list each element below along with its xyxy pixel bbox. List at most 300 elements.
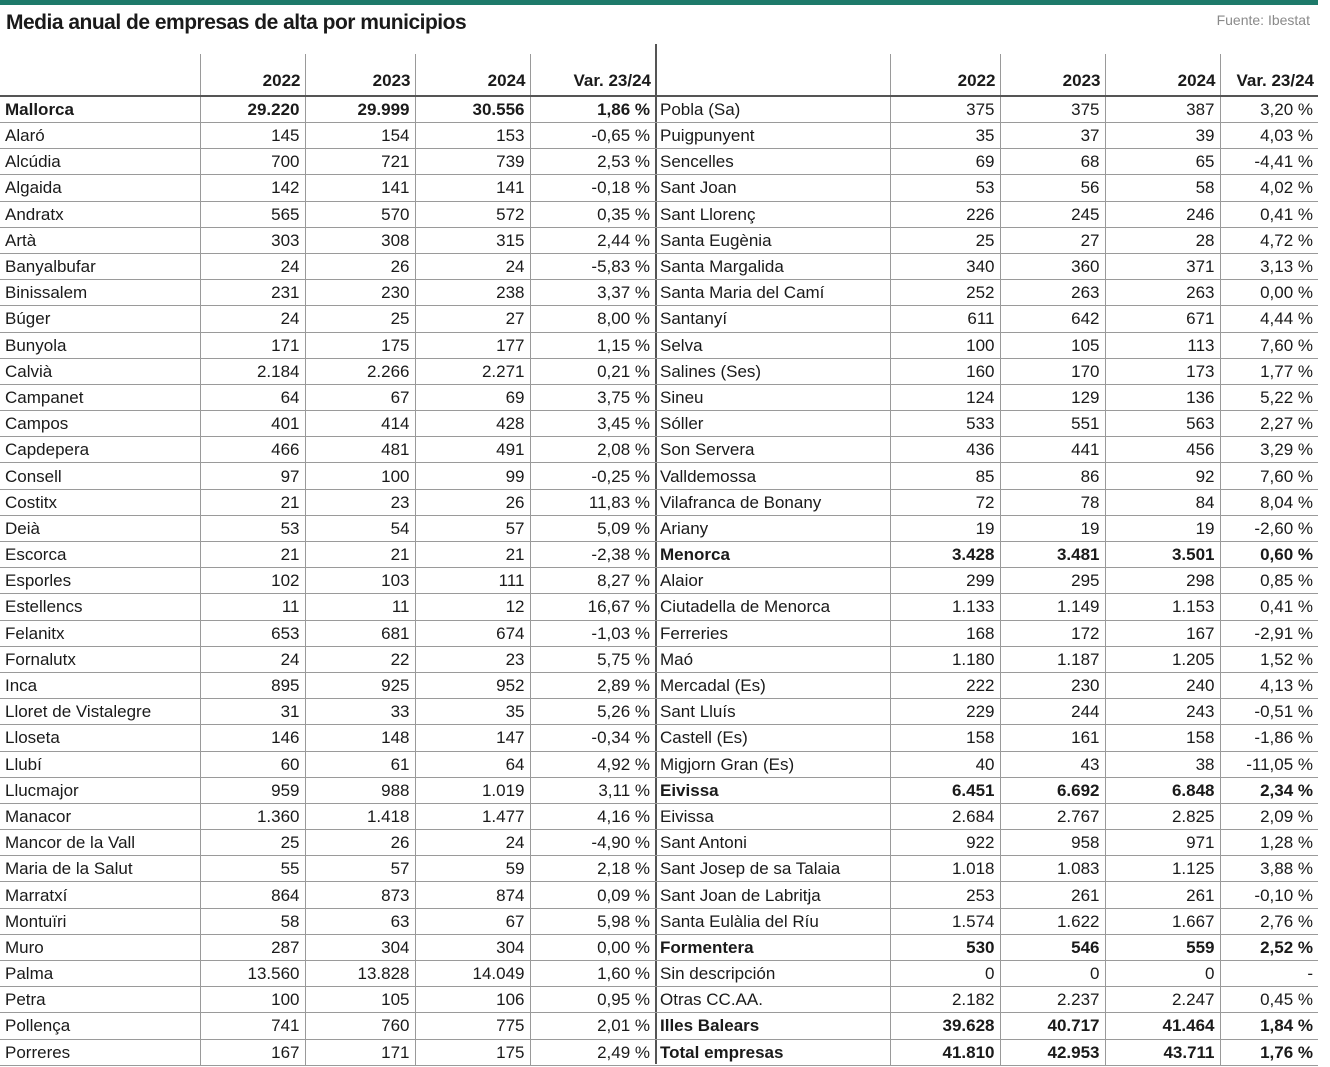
municipality-cell: Pobla (Sa) bbox=[655, 96, 890, 123]
value-2024-cell: 1.205 bbox=[1105, 646, 1220, 672]
variation-cell: 7,60 % bbox=[1220, 332, 1318, 358]
value-2024-cell: 64 bbox=[415, 751, 530, 777]
value-2022-cell: 741 bbox=[200, 1013, 305, 1039]
value-2022-cell: 168 bbox=[890, 620, 1000, 646]
municipality-cell: Santa Eugènia bbox=[655, 227, 890, 253]
value-2023-cell: 375 bbox=[1000, 96, 1105, 123]
table-row bbox=[0, 306, 655, 332]
value-2022-cell: 231 bbox=[200, 280, 305, 306]
municipality-cell: Sant Antoni bbox=[655, 830, 890, 856]
value-2023-cell: 1.083 bbox=[1000, 856, 1105, 882]
table-row bbox=[0, 882, 655, 908]
value-2024-cell: 173 bbox=[1105, 358, 1220, 384]
value-2022-cell: 340 bbox=[890, 253, 1000, 279]
value-2022-cell: 895 bbox=[200, 672, 305, 698]
value-2024-cell: 111 bbox=[415, 568, 530, 594]
variation-cell: 2,49 % bbox=[530, 1039, 655, 1065]
value-2024-cell: 136 bbox=[1105, 384, 1220, 410]
variation-cell: 3,37 % bbox=[530, 280, 655, 306]
value-2022-cell: 11 bbox=[200, 594, 305, 620]
municipality-cell: Banyalbufar bbox=[0, 253, 200, 279]
value-2022-cell: 97 bbox=[200, 463, 305, 489]
value-2024-cell: 153 bbox=[415, 123, 530, 149]
municipality-cell: Mancor de la Vall bbox=[0, 830, 200, 856]
page-title: Media anual de empresas de alta por municipios bbox=[6, 11, 467, 34]
value-2024-cell: 21 bbox=[415, 542, 530, 568]
value-2022-cell: 146 bbox=[200, 725, 305, 751]
variation-cell: 5,09 % bbox=[530, 515, 655, 541]
table-row bbox=[655, 515, 1318, 541]
municipality-cell: Alcúdia bbox=[0, 149, 200, 175]
value-2024-cell: 23 bbox=[415, 646, 530, 672]
value-2023-cell: 304 bbox=[305, 934, 415, 960]
table-row bbox=[655, 830, 1318, 856]
variation-cell: 0,60 % bbox=[1220, 542, 1318, 568]
value-2024-cell: 371 bbox=[1105, 253, 1220, 279]
variation-cell: 0,95 % bbox=[530, 987, 655, 1013]
variation-cell: 2,27 % bbox=[1220, 411, 1318, 437]
variation-cell: -2,38 % bbox=[530, 542, 655, 568]
value-2023-cell: 21 bbox=[305, 542, 415, 568]
municipality-cell: Estellencs bbox=[0, 594, 200, 620]
value-2023-cell: 1.622 bbox=[1000, 908, 1105, 934]
municipality-cell: Escorca bbox=[0, 542, 200, 568]
value-2023-cell: 481 bbox=[305, 437, 415, 463]
value-2023-cell: 29.999 bbox=[305, 96, 415, 123]
value-2023-cell: 78 bbox=[1000, 489, 1105, 515]
value-2024-cell: 69 bbox=[415, 384, 530, 410]
header-2023: 2023 bbox=[1000, 54, 1105, 96]
variation-cell: 0,41 % bbox=[1220, 201, 1318, 227]
value-2024-cell: 59 bbox=[415, 856, 530, 882]
municipality-cell: Valldemossa bbox=[655, 463, 890, 489]
municipality-cell: Palma bbox=[0, 961, 200, 987]
variation-cell: 0,00 % bbox=[530, 934, 655, 960]
value-2022-cell: 167 bbox=[200, 1039, 305, 1065]
value-2024-cell: 14.049 bbox=[415, 961, 530, 987]
value-2023-cell: 414 bbox=[305, 411, 415, 437]
value-2022-cell: 611 bbox=[890, 306, 1000, 332]
table-row bbox=[655, 123, 1318, 149]
table-row bbox=[0, 149, 655, 175]
left-header-row bbox=[0, 54, 655, 96]
variation-cell: 5,75 % bbox=[530, 646, 655, 672]
table-row bbox=[0, 672, 655, 698]
variation-cell: -2,60 % bbox=[1220, 515, 1318, 541]
value-2022-cell: 229 bbox=[890, 699, 1000, 725]
municipality-cell: Illes Balears bbox=[655, 1013, 890, 1039]
value-2023-cell: 57 bbox=[305, 856, 415, 882]
value-2024-cell: 167 bbox=[1105, 620, 1220, 646]
municipality-cell: Menorca bbox=[655, 542, 890, 568]
variation-cell: 4,44 % bbox=[1220, 306, 1318, 332]
table-row bbox=[655, 463, 1318, 489]
table-row bbox=[0, 463, 655, 489]
table-row bbox=[655, 96, 1318, 123]
variation-cell: 1,15 % bbox=[530, 332, 655, 358]
table-row bbox=[655, 489, 1318, 515]
table-row bbox=[0, 1013, 655, 1039]
value-2024-cell: 113 bbox=[1105, 332, 1220, 358]
table-row bbox=[655, 227, 1318, 253]
right-header-row bbox=[655, 54, 1318, 96]
value-2023-cell: 100 bbox=[305, 463, 415, 489]
municipality-cell: Fornalutx bbox=[0, 646, 200, 672]
value-2024-cell: 65 bbox=[1105, 149, 1220, 175]
municipality-cell: Llubí bbox=[0, 751, 200, 777]
value-2022-cell: 102 bbox=[200, 568, 305, 594]
municipality-cell: Costitx bbox=[0, 489, 200, 515]
value-2023-cell: 721 bbox=[305, 149, 415, 175]
value-2022-cell: 1.360 bbox=[200, 803, 305, 829]
value-2022-cell: 39.628 bbox=[890, 1013, 1000, 1039]
variation-cell: -0,65 % bbox=[530, 123, 655, 149]
value-2023-cell: 6.692 bbox=[1000, 777, 1105, 803]
municipality-cell: Deià bbox=[0, 515, 200, 541]
value-2023-cell: 42.953 bbox=[1000, 1039, 1105, 1065]
value-2023-cell: 308 bbox=[305, 227, 415, 253]
value-2024-cell: 35 bbox=[415, 699, 530, 725]
value-2023-cell: 67 bbox=[305, 384, 415, 410]
variation-cell: 2,08 % bbox=[530, 437, 655, 463]
table-row bbox=[0, 515, 655, 541]
variation-cell: 5,26 % bbox=[530, 699, 655, 725]
table-row bbox=[0, 384, 655, 410]
value-2023-cell: 230 bbox=[1000, 672, 1105, 698]
table-row-total bbox=[0, 96, 655, 123]
value-2022-cell: 25 bbox=[200, 830, 305, 856]
value-2024-cell: 1.019 bbox=[415, 777, 530, 803]
value-2022-cell: 700 bbox=[200, 149, 305, 175]
variation-cell: 3,11 % bbox=[530, 777, 655, 803]
value-2024-cell: 2.271 bbox=[415, 358, 530, 384]
value-2023-cell: 175 bbox=[305, 332, 415, 358]
value-2024-cell: 12 bbox=[415, 594, 530, 620]
municipality-cell: Sant Lluís bbox=[655, 699, 890, 725]
value-2022-cell: 222 bbox=[890, 672, 1000, 698]
table-row bbox=[0, 803, 655, 829]
municipality-cell: Campos bbox=[0, 411, 200, 437]
value-2024-cell: 99 bbox=[415, 463, 530, 489]
variation-cell: 0,85 % bbox=[1220, 568, 1318, 594]
value-2024-cell: 243 bbox=[1105, 699, 1220, 725]
value-2024-cell: 38 bbox=[1105, 751, 1220, 777]
value-2023-cell: 2.266 bbox=[305, 358, 415, 384]
variation-cell: -4,41 % bbox=[1220, 149, 1318, 175]
municipality-cell: Mercadal (Es) bbox=[655, 672, 890, 698]
table-row bbox=[655, 961, 1318, 987]
municipality-cell: Calvià bbox=[0, 358, 200, 384]
value-2022-cell: 53 bbox=[890, 175, 1000, 201]
value-2024-cell: 28 bbox=[1105, 227, 1220, 253]
source-note: Fuente: Ibestat bbox=[1216, 12, 1310, 28]
value-2022-cell: 287 bbox=[200, 934, 305, 960]
value-2023-cell: 25 bbox=[305, 306, 415, 332]
table-row bbox=[0, 437, 655, 463]
value-2023-cell: 27 bbox=[1000, 227, 1105, 253]
value-2024-cell: 874 bbox=[415, 882, 530, 908]
value-2023-cell: 958 bbox=[1000, 830, 1105, 856]
value-2024-cell: 67 bbox=[415, 908, 530, 934]
municipality-cell: Bunyola bbox=[0, 332, 200, 358]
value-2023-cell: 129 bbox=[1000, 384, 1105, 410]
table-row bbox=[0, 908, 655, 934]
table-row bbox=[655, 201, 1318, 227]
value-2024-cell: 147 bbox=[415, 725, 530, 751]
municipality-cell: Salines (Ses) bbox=[655, 358, 890, 384]
value-2023-cell: 171 bbox=[305, 1039, 415, 1065]
value-2022-cell: 253 bbox=[890, 882, 1000, 908]
value-2023-cell: 56 bbox=[1000, 175, 1105, 201]
value-2023-cell: 244 bbox=[1000, 699, 1105, 725]
variation-cell: -0,51 % bbox=[1220, 699, 1318, 725]
table-row bbox=[655, 856, 1318, 882]
table-row bbox=[0, 725, 655, 751]
value-2022-cell: 252 bbox=[890, 280, 1000, 306]
value-2024-cell: 240 bbox=[1105, 672, 1220, 698]
variation-cell: -0,18 % bbox=[530, 175, 655, 201]
municipality-cell: Felanitx bbox=[0, 620, 200, 646]
variation-cell: 2,09 % bbox=[1220, 803, 1318, 829]
value-2022-cell: 40 bbox=[890, 751, 1000, 777]
value-2024-cell: 304 bbox=[415, 934, 530, 960]
value-2024-cell: 1.477 bbox=[415, 803, 530, 829]
municipality-cell: Santanyí bbox=[655, 306, 890, 332]
value-2023-cell: 26 bbox=[305, 253, 415, 279]
value-2024-cell: 57 bbox=[415, 515, 530, 541]
table-row-total bbox=[655, 542, 1318, 568]
value-2023-cell: 54 bbox=[305, 515, 415, 541]
top-accent-bar bbox=[0, 0, 1318, 5]
table-row bbox=[0, 751, 655, 777]
municipality-cell: Lloseta bbox=[0, 725, 200, 751]
header-2023: 2023 bbox=[305, 54, 415, 96]
table-row bbox=[655, 908, 1318, 934]
value-2023-cell: 170 bbox=[1000, 358, 1105, 384]
variation-cell: 11,83 % bbox=[530, 489, 655, 515]
municipality-cell: Lloret de Vistalegre bbox=[0, 699, 200, 725]
value-2024-cell: 971 bbox=[1105, 830, 1220, 856]
table-row bbox=[655, 384, 1318, 410]
municipality-cell: Sant Joan de Labritja bbox=[655, 882, 890, 908]
municipality-cell: Marratxí bbox=[0, 882, 200, 908]
header-municipality bbox=[655, 54, 890, 96]
value-2022-cell: 1.574 bbox=[890, 908, 1000, 934]
table-row bbox=[655, 306, 1318, 332]
value-2023-cell: 43 bbox=[1000, 751, 1105, 777]
value-2024-cell: 19 bbox=[1105, 515, 1220, 541]
municipality-cell: Castell (Es) bbox=[655, 725, 890, 751]
table-row bbox=[0, 227, 655, 253]
header-municipality bbox=[0, 54, 200, 96]
municipality-cell: Esporles bbox=[0, 568, 200, 594]
variation-cell: 2,53 % bbox=[530, 149, 655, 175]
table-row bbox=[0, 411, 655, 437]
value-2024-cell: 39 bbox=[1105, 123, 1220, 149]
table-row bbox=[0, 175, 655, 201]
table-row bbox=[655, 699, 1318, 725]
variation-cell: 3,45 % bbox=[530, 411, 655, 437]
municipality-cell: Algaida bbox=[0, 175, 200, 201]
municipality-cell: Artà bbox=[0, 227, 200, 253]
table-row bbox=[0, 280, 655, 306]
value-2022-cell: 55 bbox=[200, 856, 305, 882]
table-row bbox=[0, 699, 655, 725]
municipality-cell: Andratx bbox=[0, 201, 200, 227]
value-2023-cell: 68 bbox=[1000, 149, 1105, 175]
value-2024-cell: 572 bbox=[415, 201, 530, 227]
municipality-cell: Manacor bbox=[0, 803, 200, 829]
header-2022: 2022 bbox=[200, 54, 305, 96]
table-row-total bbox=[655, 1039, 1318, 1065]
table-row bbox=[655, 149, 1318, 175]
table-row bbox=[655, 751, 1318, 777]
value-2023-cell: 2.237 bbox=[1000, 987, 1105, 1013]
value-2023-cell: 172 bbox=[1000, 620, 1105, 646]
value-2024-cell: 1.667 bbox=[1105, 908, 1220, 934]
value-2024-cell: 674 bbox=[415, 620, 530, 646]
table-row bbox=[655, 594, 1318, 620]
variation-cell: -1,86 % bbox=[1220, 725, 1318, 751]
value-2023-cell: 23 bbox=[305, 489, 415, 515]
variation-cell: - bbox=[1220, 961, 1318, 987]
table-row bbox=[655, 987, 1318, 1013]
variation-cell: -0,34 % bbox=[530, 725, 655, 751]
table-row bbox=[0, 542, 655, 568]
table-row bbox=[655, 253, 1318, 279]
value-2024-cell: 141 bbox=[415, 175, 530, 201]
municipality-cell: Sant Llorenç bbox=[655, 201, 890, 227]
value-2023-cell: 3.481 bbox=[1000, 542, 1105, 568]
value-2023-cell: 1.149 bbox=[1000, 594, 1105, 620]
value-2024-cell: 491 bbox=[415, 437, 530, 463]
value-2024-cell: 158 bbox=[1105, 725, 1220, 751]
variation-cell: 0,21 % bbox=[530, 358, 655, 384]
municipality-cell: Eivissa bbox=[655, 803, 890, 829]
variation-cell: 4,72 % bbox=[1220, 227, 1318, 253]
variation-cell: 1,77 % bbox=[1220, 358, 1318, 384]
value-2023-cell: 22 bbox=[305, 646, 415, 672]
table-row bbox=[0, 961, 655, 987]
table-row-total bbox=[655, 777, 1318, 803]
variation-cell: 4,02 % bbox=[1220, 175, 1318, 201]
value-2022-cell: 959 bbox=[200, 777, 305, 803]
value-2022-cell: 299 bbox=[890, 568, 1000, 594]
table-row bbox=[0, 568, 655, 594]
value-2024-cell: 26 bbox=[415, 489, 530, 515]
variation-cell: 4,16 % bbox=[530, 803, 655, 829]
value-2022-cell: 160 bbox=[890, 358, 1000, 384]
table-row bbox=[655, 280, 1318, 306]
value-2024-cell: 30.556 bbox=[415, 96, 530, 123]
variation-cell: 2,01 % bbox=[530, 1013, 655, 1039]
value-2022-cell: 158 bbox=[890, 725, 1000, 751]
value-2023-cell: 245 bbox=[1000, 201, 1105, 227]
value-2024-cell: 1.153 bbox=[1105, 594, 1220, 620]
value-2022-cell: 85 bbox=[890, 463, 1000, 489]
value-2022-cell: 21 bbox=[200, 489, 305, 515]
table-row bbox=[655, 882, 1318, 908]
municipality-cell: Sóller bbox=[655, 411, 890, 437]
value-2022-cell: 401 bbox=[200, 411, 305, 437]
value-2023-cell: 295 bbox=[1000, 568, 1105, 594]
value-2023-cell: 105 bbox=[305, 987, 415, 1013]
value-2024-cell: 315 bbox=[415, 227, 530, 253]
municipality-cell: Sineu bbox=[655, 384, 890, 410]
value-2024-cell: 177 bbox=[415, 332, 530, 358]
value-2023-cell: 40.717 bbox=[1000, 1013, 1105, 1039]
municipality-cell: Montuïri bbox=[0, 908, 200, 934]
municipality-cell: Porreres bbox=[0, 1039, 200, 1065]
value-2022-cell: 864 bbox=[200, 882, 305, 908]
value-2023-cell: 13.828 bbox=[305, 961, 415, 987]
variation-cell: 3,88 % bbox=[1220, 856, 1318, 882]
municipality-cell: Ferreries bbox=[655, 620, 890, 646]
table-row bbox=[0, 934, 655, 960]
table-row bbox=[0, 253, 655, 279]
table-row-total bbox=[655, 1013, 1318, 1039]
table-row bbox=[655, 332, 1318, 358]
table-row bbox=[0, 777, 655, 803]
value-2022-cell: 60 bbox=[200, 751, 305, 777]
value-2023-cell: 11 bbox=[305, 594, 415, 620]
value-2024-cell: 1.125 bbox=[1105, 856, 1220, 882]
municipality-cell: Santa Maria del Camí bbox=[655, 280, 890, 306]
value-2023-cell: 161 bbox=[1000, 725, 1105, 751]
variation-cell: -0,25 % bbox=[530, 463, 655, 489]
value-2022-cell: 53 bbox=[200, 515, 305, 541]
value-2022-cell: 171 bbox=[200, 332, 305, 358]
value-2022-cell: 19 bbox=[890, 515, 1000, 541]
variation-cell: 3,75 % bbox=[530, 384, 655, 410]
value-2022-cell: 1.018 bbox=[890, 856, 1000, 882]
table-row bbox=[655, 175, 1318, 201]
variation-cell: 8,27 % bbox=[530, 568, 655, 594]
value-2022-cell: 100 bbox=[200, 987, 305, 1013]
municipality-cell: Capdepera bbox=[0, 437, 200, 463]
municipality-cell: Llucmajor bbox=[0, 777, 200, 803]
value-2022-cell: 58 bbox=[200, 908, 305, 934]
municipality-cell: Sin descripción bbox=[655, 961, 890, 987]
value-2024-cell: 952 bbox=[415, 672, 530, 698]
value-2023-cell: 873 bbox=[305, 882, 415, 908]
table-row bbox=[0, 201, 655, 227]
municipality-cell: Mallorca bbox=[0, 96, 200, 123]
value-2023-cell: 86 bbox=[1000, 463, 1105, 489]
municipality-cell: Sant Josep de sa Talaia bbox=[655, 856, 890, 882]
value-2024-cell: 246 bbox=[1105, 201, 1220, 227]
table-row bbox=[655, 620, 1318, 646]
table-row bbox=[655, 725, 1318, 751]
value-2022-cell: 13.560 bbox=[200, 961, 305, 987]
table-row bbox=[655, 646, 1318, 672]
value-2022-cell: 226 bbox=[890, 201, 1000, 227]
variation-cell: 2,76 % bbox=[1220, 908, 1318, 934]
variation-cell: 1,60 % bbox=[530, 961, 655, 987]
table-row bbox=[0, 830, 655, 856]
value-2022-cell: 24 bbox=[200, 306, 305, 332]
value-2024-cell: 0 bbox=[1105, 961, 1220, 987]
municipality-cell: Son Servera bbox=[655, 437, 890, 463]
value-2024-cell: 84 bbox=[1105, 489, 1220, 515]
variation-cell: 1,84 % bbox=[1220, 1013, 1318, 1039]
header-2024: 2024 bbox=[415, 54, 530, 96]
value-2022-cell: 436 bbox=[890, 437, 1000, 463]
table-row bbox=[0, 987, 655, 1013]
variation-cell: -11,05 % bbox=[1220, 751, 1318, 777]
municipality-cell: Migjorn Gran (Es) bbox=[655, 751, 890, 777]
variation-cell: 3,13 % bbox=[1220, 253, 1318, 279]
